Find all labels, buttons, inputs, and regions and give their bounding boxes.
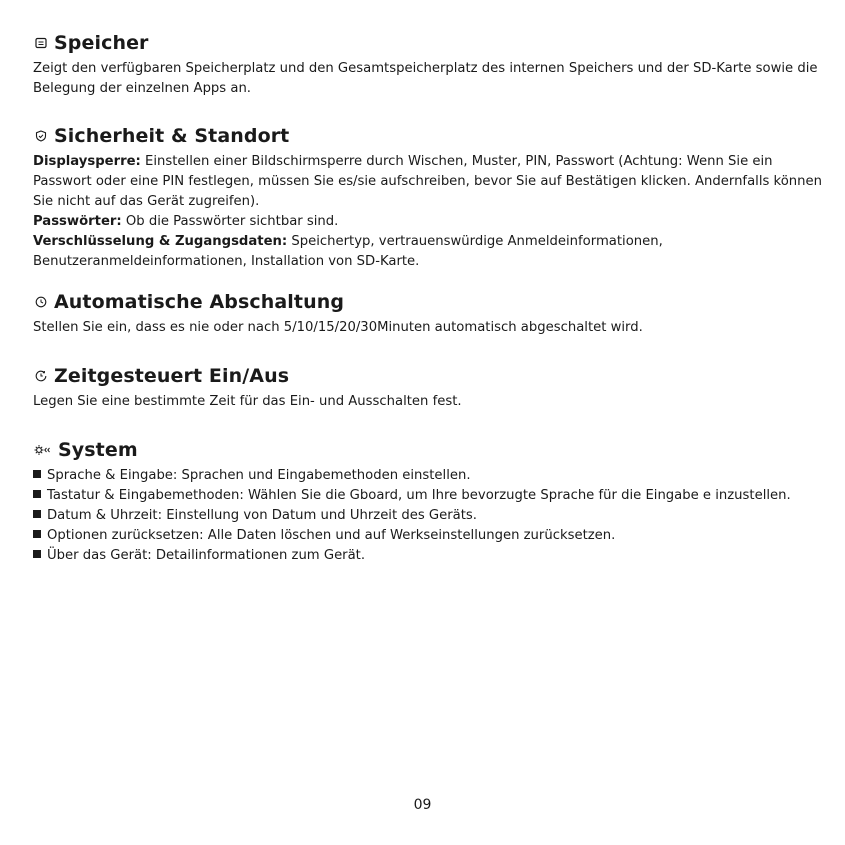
list-item-text: Optionen zurücksetzen: Alle Daten löschen und auf Werkseinstellungen zurücksetzen. <box>47 528 616 543</box>
section-heading <box>33 290 823 314</box>
list-item <box>33 506 823 526</box>
section-title: Speicher <box>54 32 149 54</box>
section-heading <box>33 124 823 148</box>
system-settings-icon <box>33 442 53 458</box>
definition-text: Speichertyp, vertrauenswürdige Anmeldeinformationen, Benutzeranmeldeinformationen, Installation von SD-Karte. <box>33 234 663 269</box>
section-heading <box>33 31 823 55</box>
bullet-square-icon <box>33 530 41 538</box>
list-item <box>33 466 823 486</box>
definition-text: Einstellen einer Bildschirmsperre durch Wischen, Muster, PIN, Passwort (Achtung: Wenn Sie ein Passwort oder eine PIN festlegen, müssen Sie es/sie aufschreiben, bevor Sie auf Bestätigen klicken. Andernfalls können Sie nicht auf das Gerät zugreifen). <box>33 154 822 209</box>
section-heading <box>33 438 823 462</box>
definition-text: Ob die Passwörter sichtbar sind. <box>121 214 339 229</box>
bullet-square-icon <box>33 510 41 518</box>
section-title: Zeitgesteuert Ein/Aus <box>54 365 290 387</box>
definition-item <box>33 232 823 272</box>
page-number: 09 <box>413 797 432 813</box>
definition-item <box>33 212 823 232</box>
auto-power-off-icon <box>33 294 49 310</box>
list-item-text: Datum & Uhrzeit: Einstellung von Datum und Uhrzeit des Geräts. <box>47 508 477 523</box>
list-item-text: Tastatur & Eingabemethoden: Wählen Sie die Gboard, um Ihre bevorzugte Sprache für die Eingabe e inzustellen. <box>47 488 791 503</box>
section-title: System <box>58 439 138 461</box>
section-text: Legen Sie eine bestimmte Zeit für das Ein- und Ausschalten fest. <box>33 394 462 409</box>
storage-icon <box>33 35 49 51</box>
section-title: Sicherheit & Standort <box>54 125 290 147</box>
list-item-text: Sprache & Eingabe: Sprachen und Eingabemethoden einstellen. <box>47 468 471 483</box>
bullet-list <box>33 466 823 566</box>
shield-icon <box>33 128 49 144</box>
definition-term: Verschlüsselung & Zugangsdaten: <box>33 234 288 249</box>
definition-item <box>33 152 823 212</box>
section-storage <box>33 31 823 99</box>
section-title: Automatische Abschaltung <box>54 291 345 313</box>
definition-term: Displaysperre: <box>33 154 141 169</box>
section-auto-shutdown <box>33 290 823 338</box>
list-item <box>33 486 823 506</box>
section-security <box>33 124 823 272</box>
section-scheduled-power <box>33 364 823 412</box>
bullet-square-icon <box>33 550 41 558</box>
list-item <box>33 546 823 566</box>
section-text: Zeigt den verfügbaren Speicherplatz und den Gesamtspeicherplatz des internen Speichers und der SD-Karte sowie die Belegung der einzelnen Apps an. <box>33 61 818 96</box>
section-system <box>33 438 823 566</box>
section-heading <box>33 364 823 388</box>
scheduled-power-icon <box>33 368 49 384</box>
definition-term: Passwörter: <box>33 214 122 229</box>
section-text: Stellen Sie ein, dass es nie oder nach 5/10/15/20/30Minuten automatisch abgeschaltet wird. <box>33 320 643 335</box>
bullet-square-icon <box>33 470 41 478</box>
list-item <box>33 526 823 546</box>
bullet-square-icon <box>33 490 41 498</box>
list-item-text: Über das Gerät: Detailinformationen zum Gerät. <box>47 548 366 563</box>
